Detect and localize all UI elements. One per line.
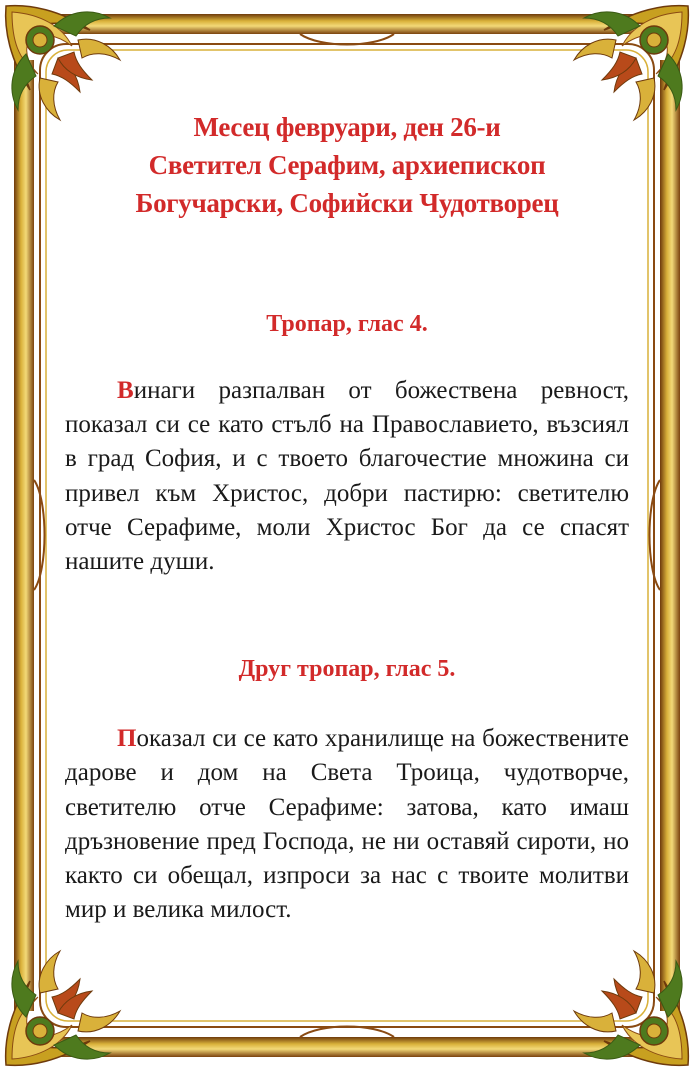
drop-cap: П — [117, 725, 137, 753]
page-title — [65, 108, 629, 222]
title-line-3: Богучарски, Софийски Чудотворец — [135, 188, 559, 218]
troparion-text — [65, 374, 629, 579]
paragraph-body: инаги разпалван от божествена ревност, показал си се като стълб на Православието, възсиял в град София, и с твоето благочестие множина си привел към Христос, добри пастирю: светителю отче Серафиме, моли Христос Бог да се спасят нашите души. — [65, 377, 629, 576]
title-line-1: Месец февруари, ден 26-и — [193, 112, 501, 142]
title-line-2: Светител Серафим, архиепископ — [148, 150, 546, 180]
section-heading-other-troparion: Друг тропар, глас 5. — [238, 656, 456, 683]
section-heading-troparion: Тропар, глас 4. — [266, 311, 428, 337]
drop-cap: В — [117, 377, 134, 404]
document-body — [65, 108, 629, 927]
other-troparion-text — [65, 722, 629, 927]
paragraph-body: оказал си се като хранилище на божествените дарове и дом на Света Троица, чудотворче, светителю отче Серафиме: затова, като имаш дръзновение пред Господа, не ни оставяй сироти, но както си обещал, изпроси за нас с твоите молитви мир и велика милост. — [65, 725, 629, 924]
